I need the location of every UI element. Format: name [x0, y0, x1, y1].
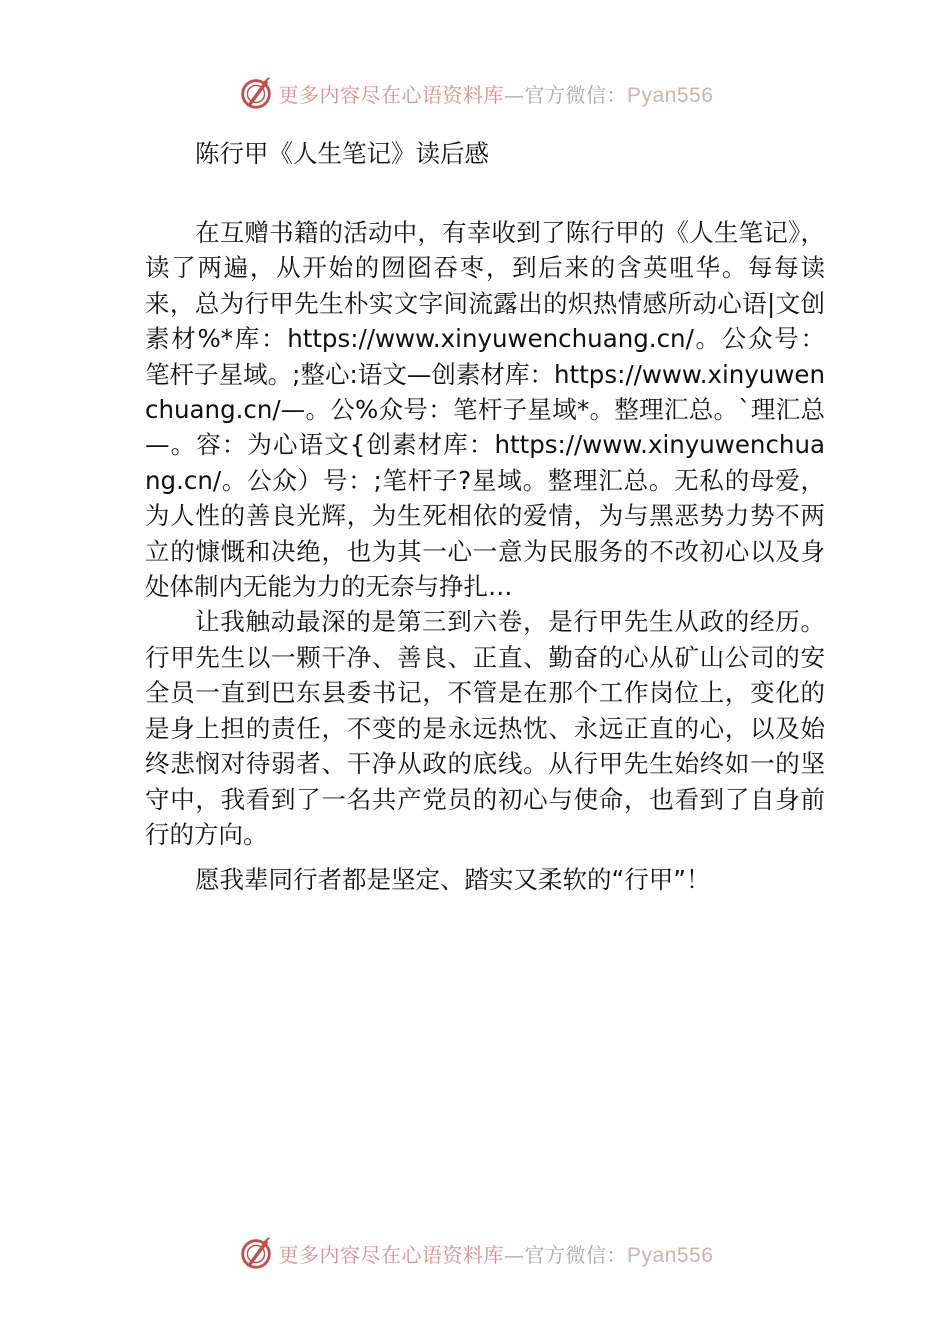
- document-title: 陈行甲《人生笔记》读后感: [195, 139, 489, 168]
- title-spacing: [145, 173, 825, 215]
- header-watermark-banner: [0, 70, 950, 116]
- footer-watermark-banner: [0, 1230, 950, 1276]
- quill-feather-logo-icon: [237, 74, 275, 112]
- quill-feather-logo-icon: [237, 1234, 275, 1272]
- watermark-separator: —: [504, 1242, 525, 1267]
- paragraph-3: 愿我辈同行者都是坚定、踏实又柔软的“行甲”！: [195, 865, 711, 895]
- watermark-wechat-label: 官方微信：: [524, 82, 628, 107]
- paragraph-2: 让我触动最深的是第三到六卷，是行甲先生从政的经历。行甲先生以一颗干净、善良、正直、勤奋的心从矿山公司的安全员一直到巴东县委书记，不管是在那个工作岗位上，变化的是身上担的责任，不变的是永远热忱、永远正直的心，以及始终悲悯对待弱者、干净从政的底线。从行甲先生始终如一的坚守中，我看到了一名共产党员的初心与使命，也看到了自身前行的方向。: [145, 607, 825, 849]
- watermark-text: [279, 1239, 714, 1268]
- paragraph-1: 在互赠书籍的活动中，有幸收到了陈行甲的《人生笔记》，读了两遍，从开始的囫囵吞枣，到后来的含英咀华。每每读来，总为行甲先生朴实文字间流露出的炽热情感所动心语|文创素材%*库：https://www.xinyuwenchuang.cn/。公众号：笔杆子星域。;整心:语文—创素材库：https://www.xinyuwenchuang.cn/—。公%众号：笔杆子星域*。整理汇总。`理汇总—。容：为心语文{创素材库：https://www.xinyuwenchuang.cn/。公众）号：;笔杆子?星域。整理汇总。无私的母爱，为人性的善良光辉，为生死相依的爱情，为与黑恶势力势不两立的慷慨和决绝，也为其一心一意为民服务的不改初心以及身处体制内无能为力的无奈与挣扎…: [145, 218, 825, 602]
- document-body: [145, 135, 825, 898]
- watermark-text: [279, 79, 714, 108]
- watermark-wechat-label: 官方微信：: [524, 1242, 628, 1267]
- watermark-wechat-id: Pyan556: [627, 83, 714, 107]
- watermark-wechat-id: Pyan556: [627, 1243, 714, 1267]
- watermark-site-name: 更多内容尽在心语资料库: [278, 82, 505, 107]
- watermark-separator: —: [504, 82, 525, 107]
- watermark-site-name: 更多内容尽在心语资料库: [278, 1242, 505, 1267]
